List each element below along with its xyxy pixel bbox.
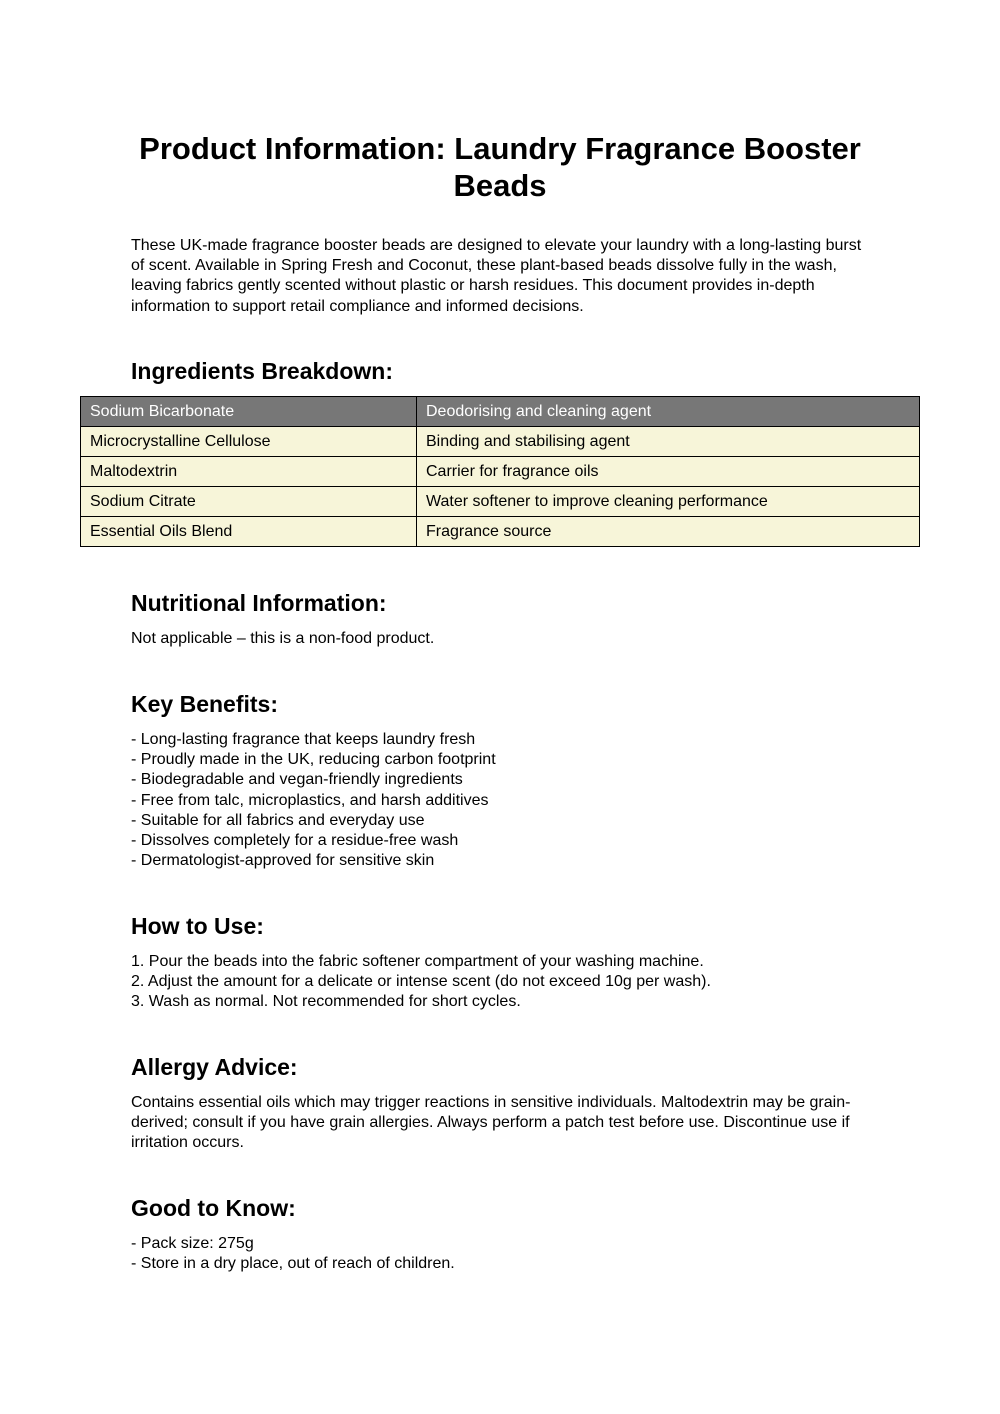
allergy-heading: Allergy Advice: [131, 1054, 298, 1080]
usage-list [131, 952, 876, 1013]
ingredients-heading: Ingredients Breakdown: [131, 358, 393, 384]
ingredient-purpose: Fragrance source [417, 517, 920, 547]
list-item: - Biodegradable and vegan-friendly ingredients [131, 771, 463, 789]
allergy-text: Contains essential oils which may trigger reactions in sensitive individuals. Maltodextrin may be grain-derived; consult if you have grain allergies. Always perform a patch test before use. Discontinue use if irritation occurs. [131, 1094, 851, 1152]
ingredient-name: Maltodextrin [81, 457, 417, 487]
ingredient-purpose: Deodorising and cleaning agent [417, 397, 920, 427]
ingredient-purpose: Water softener to improve cleaning performance [417, 487, 920, 517]
ingredient-name: Sodium Bicarbonate [81, 397, 417, 427]
ingredient-name: Sodium Citrate [81, 487, 417, 517]
good-to-know-heading: Good to Know: [131, 1195, 296, 1221]
list-item: 1. Pour the beads into the fabric softener compartment of your washing machine. [131, 953, 704, 970]
usage-heading: How to Use: [131, 913, 264, 939]
page-title: Product Information: Laundry Fragrance Booster Beads [139, 131, 861, 203]
list-item: - Pack size: 275g [131, 1235, 254, 1252]
list-item: - Dissolves completely for a residue-free wash [131, 832, 459, 850]
list-item: - Long-lasting fragrance that keeps laundry fresh [131, 731, 476, 748]
table-row [81, 427, 920, 457]
ingredient-purpose: Carrier for fragrance oils [417, 457, 920, 487]
table-row [81, 397, 920, 427]
list-item: - Store in a dry place, out of reach of children. [131, 1255, 455, 1273]
ingredient-name: Microcrystalline Cellulose [81, 427, 417, 457]
good-to-know-list [131, 1234, 876, 1274]
ingredient-purpose: Binding and stabilising agent [417, 427, 920, 457]
nutrition-text: Not applicable – this is a non-food product. [131, 630, 435, 647]
benefits-list [131, 730, 876, 871]
list-item: - Suitable for all fabrics and everyday use [131, 811, 425, 829]
list-item: - Free from talc, microplastics, and harsh additives [131, 791, 489, 809]
list-item: 2. Adjust the amount for a delicate or intense scent (do not exceed 10g per wash). [131, 973, 711, 991]
table-row [81, 487, 920, 517]
ingredients-table [80, 396, 920, 547]
ingredient-name: Essential Oils Blend [81, 517, 417, 547]
intro-paragraph: These UK-made fragrance booster beads are designed to elevate your laundry with a long-lasting burst of scent. Available in Spring Fresh and Coconut, these plant-based beads dissolve fully in the wash, leaving fabrics gently scented without plastic or harsh residues. This document provides in-depth information to support retail compliance and informed decisions. [131, 237, 862, 315]
table-row [81, 457, 920, 487]
list-item: - Dermatologist-approved for sensitive skin [131, 852, 435, 870]
list-item: 3. Wash as normal. Not recommended for short cycles. [131, 993, 521, 1011]
benefits-heading: Key Benefits: [131, 691, 278, 717]
nutrition-heading: Nutritional Information: [131, 590, 387, 616]
table-row [81, 517, 920, 547]
list-item: - Proudly made in the UK, reducing carbon footprint [131, 751, 496, 769]
